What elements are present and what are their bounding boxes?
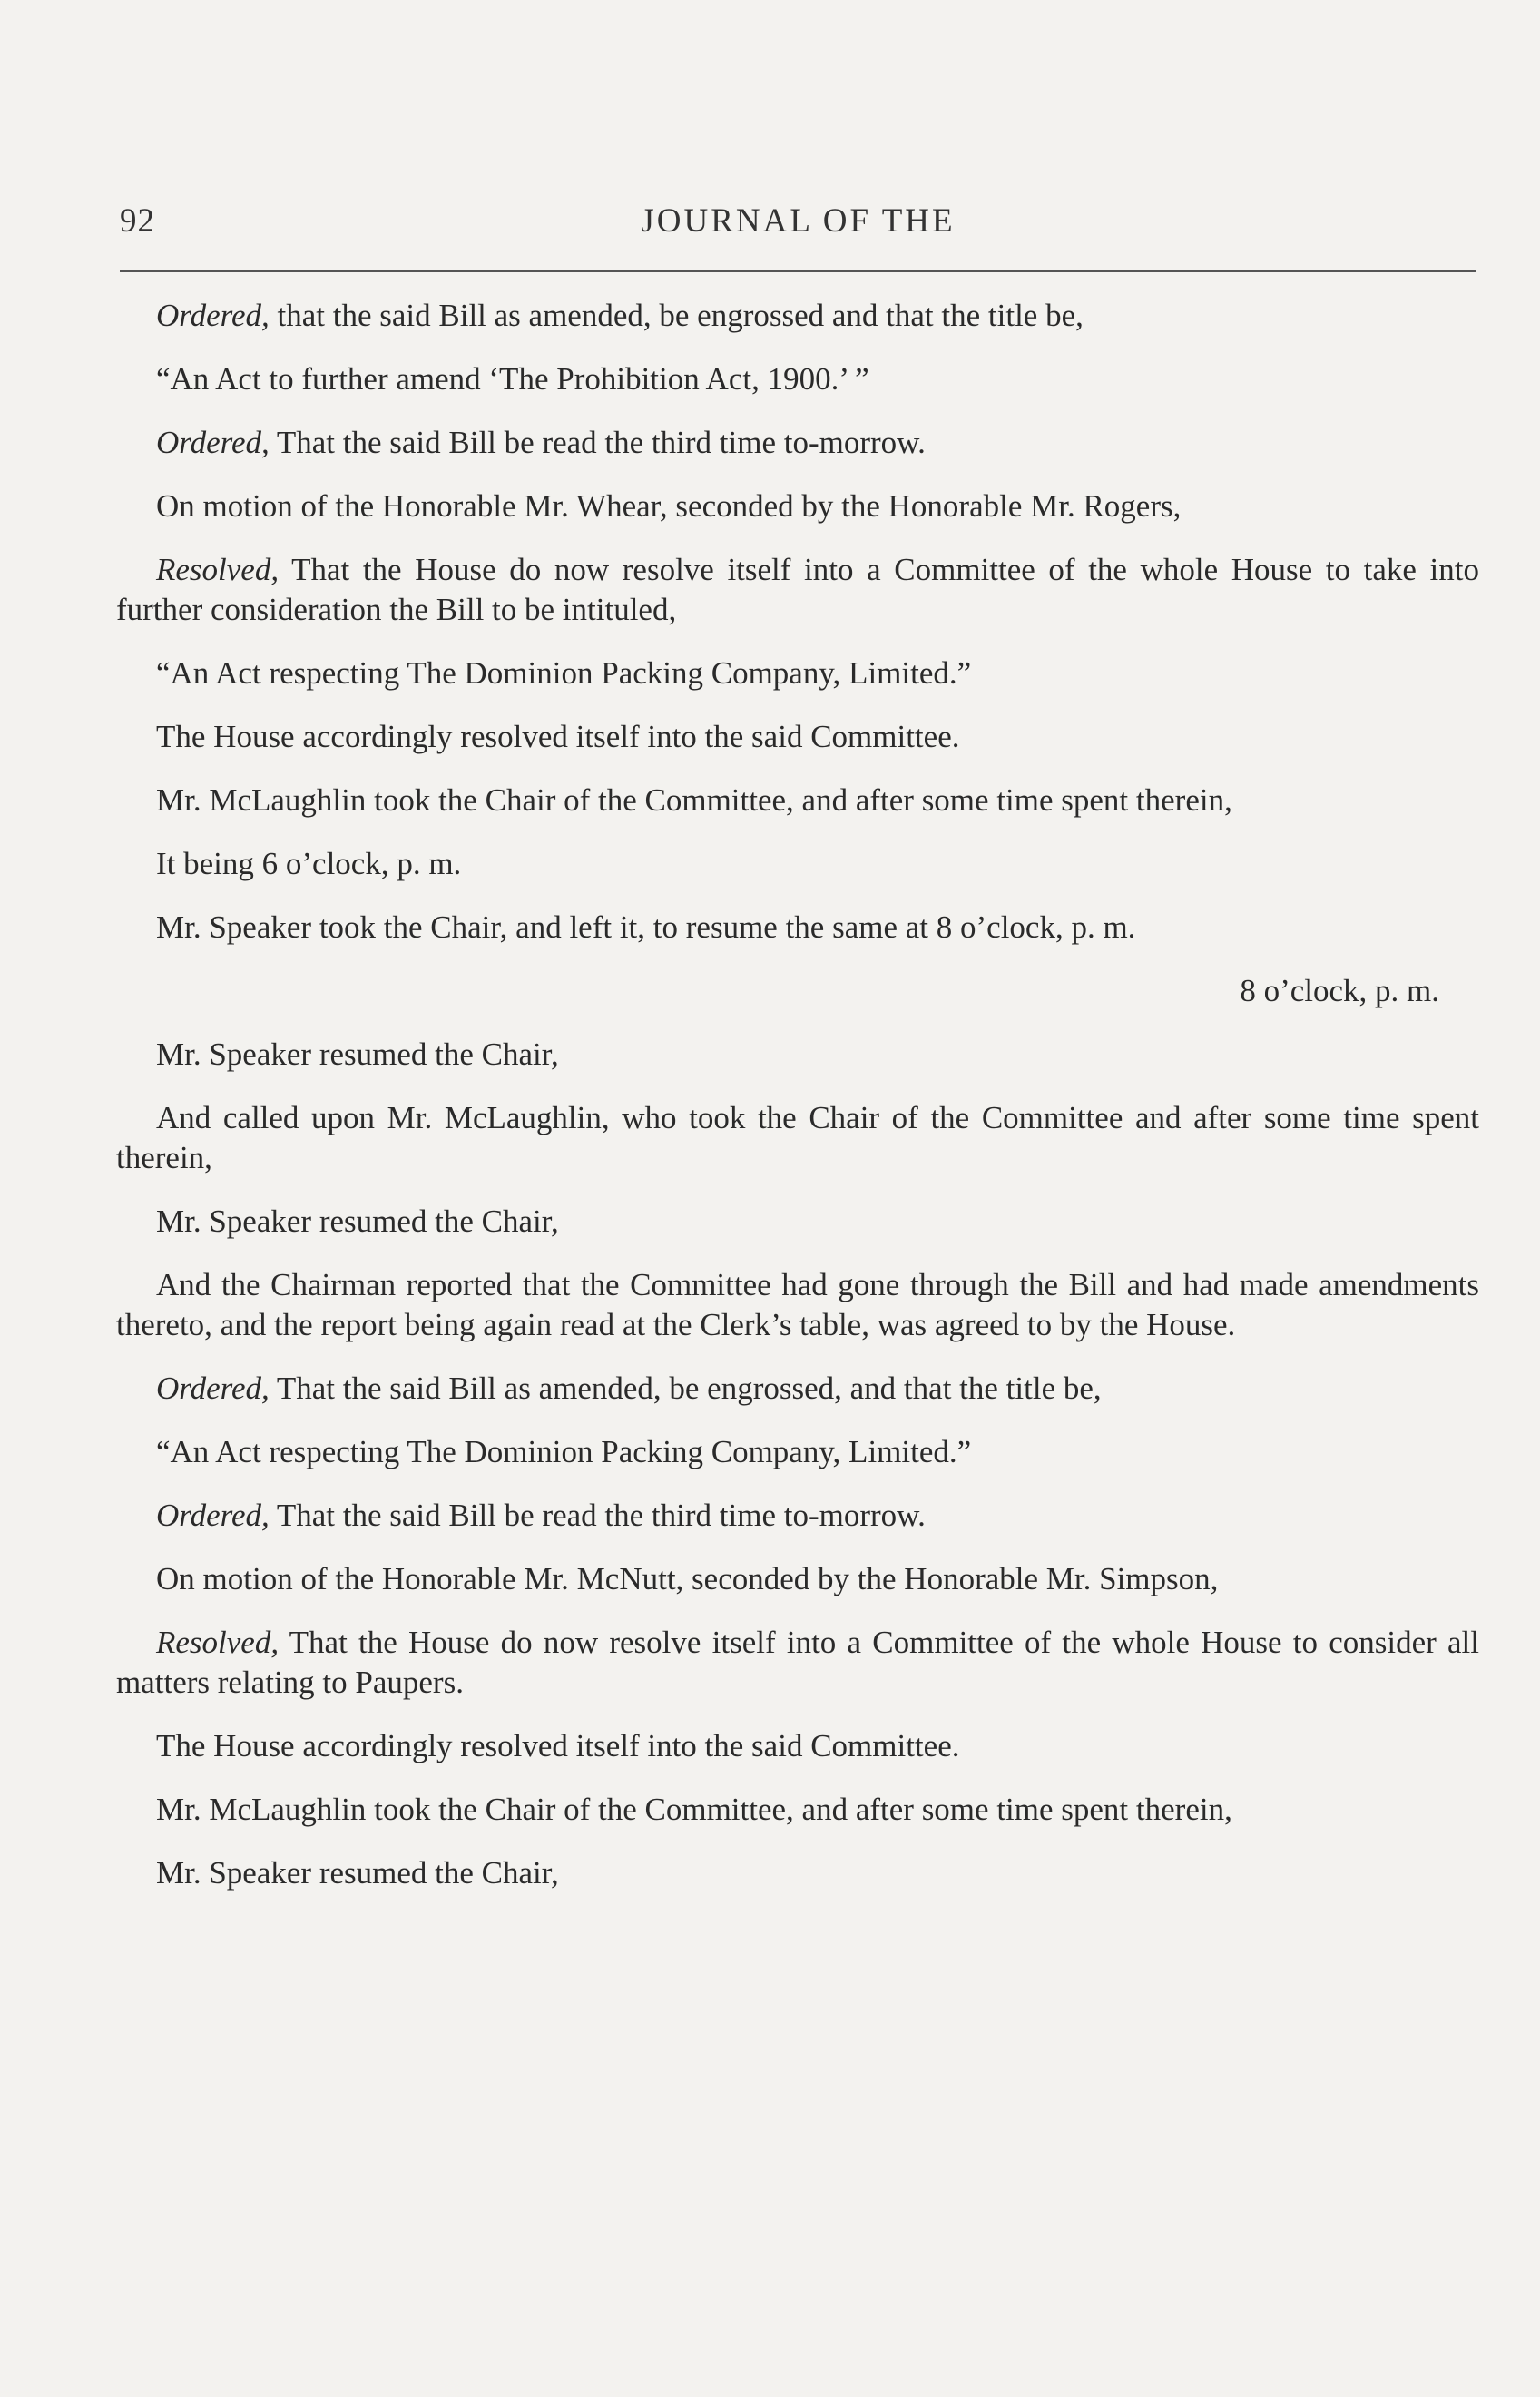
paragraph-text: That the said Bill as amended, be engrossed, and that the title be, [269, 1370, 1102, 1406]
paragraph-lead: Resolved, [156, 552, 280, 587]
paragraph-text: On motion of the Honorable Mr. Whear, seconded by the Honorable Mr. Rogers, [156, 488, 1182, 524]
paragraph-text: On motion of the Honorable Mr. McNutt, seconded by the Honorable Mr. Simpson, [156, 1561, 1219, 1596]
paragraph-text: It being 6 o’clock, p. m. [156, 846, 462, 881]
journal-paragraph [116, 1790, 1479, 1830]
paragraph-text: That the said Bill be read the third time to-morrow. [269, 1498, 926, 1533]
journal-paragraph [116, 1035, 1479, 1075]
paragraph-text: The House accordingly resolved itself into the said Committee. [156, 1728, 960, 1763]
journal-paragraph [116, 781, 1479, 820]
paragraph-text: Mr. Speaker resumed the Chair, [156, 1036, 559, 1072]
page-number: 92 [120, 202, 155, 240]
journal-paragraph [116, 908, 1479, 948]
paragraph-text: “An Act respecting The Dominion Packing Company, Limited.” [156, 1434, 972, 1469]
paragraph-text: That the House do now resolve itself into a Committee of the whole House to consider all matters relating to Paupers. [116, 1625, 1479, 1700]
paragraph-text: That the House do now resolve itself into a Committee of the whole House to take into further consideration the Bill to be intituled, [116, 552, 1479, 627]
paragraph-text: that the said Bill as amended, be engrossed and that the title be, [269, 298, 1084, 333]
journal-paragraph [116, 1369, 1479, 1409]
journal-paragraph [116, 296, 1479, 336]
journal-paragraph [116, 1559, 1479, 1599]
journal-paragraph [116, 1623, 1479, 1703]
paragraph-text: The House accordingly resolved itself into the said Committee. [156, 719, 960, 754]
journal-paragraph [116, 1853, 1479, 1893]
journal-paragraph [116, 1098, 1479, 1178]
paragraph-text: Mr. McLaughlin took the Chair of the Committee, and after some time spent therein, [156, 782, 1232, 818]
paragraph-text: And called upon Mr. McLaughlin, who took the Chair of the Committee and after some time spent therein, [116, 1100, 1479, 1175]
header-rule [120, 270, 1476, 272]
paragraph-text: “An Act respecting The Dominion Packing Company, Limited.” [156, 655, 972, 691]
journal-paragraph [116, 717, 1479, 757]
journal-paragraph [116, 1726, 1479, 1766]
running-head: JOURNAL OF THE [641, 202, 956, 240]
paragraph-text: That the said Bill be read the third time to-morrow. [269, 425, 926, 460]
paragraph-lead: Resolved, [156, 1625, 280, 1660]
paragraph-text: “An Act to further amend ‘The Prohibition Act, 1900.’ ” [156, 361, 869, 397]
paragraph-text: Mr. Speaker took the Chair, and left it, to resume the same at 8 o’clock, p. m. [156, 909, 1136, 945]
paragraph-text: 8 o’clock, p. m. [1240, 973, 1439, 1008]
paragraph-text: Mr. Speaker resumed the Chair, [156, 1855, 559, 1891]
journal-body [116, 296, 1479, 1917]
paragraph-text: And the Chairman reported that the Committee had gone through the Bill and had made amendments thereto, and the report being again read at the Clerk’s table, was agreed to by the House. [116, 1267, 1479, 1342]
journal-paragraph [116, 1202, 1479, 1242]
paragraph-lead: Ordered, [156, 298, 270, 333]
journal-paragraph [116, 423, 1479, 463]
journal-paragraph [116, 486, 1479, 526]
journal-paragraph [116, 550, 1479, 630]
paragraph-lead: Ordered, [156, 1370, 270, 1406]
journal-paragraph [116, 359, 1479, 399]
journal-paragraph [116, 1265, 1479, 1345]
journal-paragraph [116, 1432, 1479, 1472]
paragraph-text: Mr. Speaker resumed the Chair, [156, 1203, 559, 1239]
journal-paragraph [116, 653, 1479, 693]
journal-paragraph [116, 844, 1479, 884]
journal-paragraph [116, 971, 1479, 1011]
paragraph-text: Mr. McLaughlin took the Chair of the Committee, and after some time spent therein, [156, 1792, 1232, 1827]
paragraph-lead: Ordered, [156, 1498, 270, 1533]
journal-paragraph [116, 1496, 1479, 1536]
paragraph-lead: Ordered, [156, 425, 270, 460]
page-header [120, 201, 1476, 256]
